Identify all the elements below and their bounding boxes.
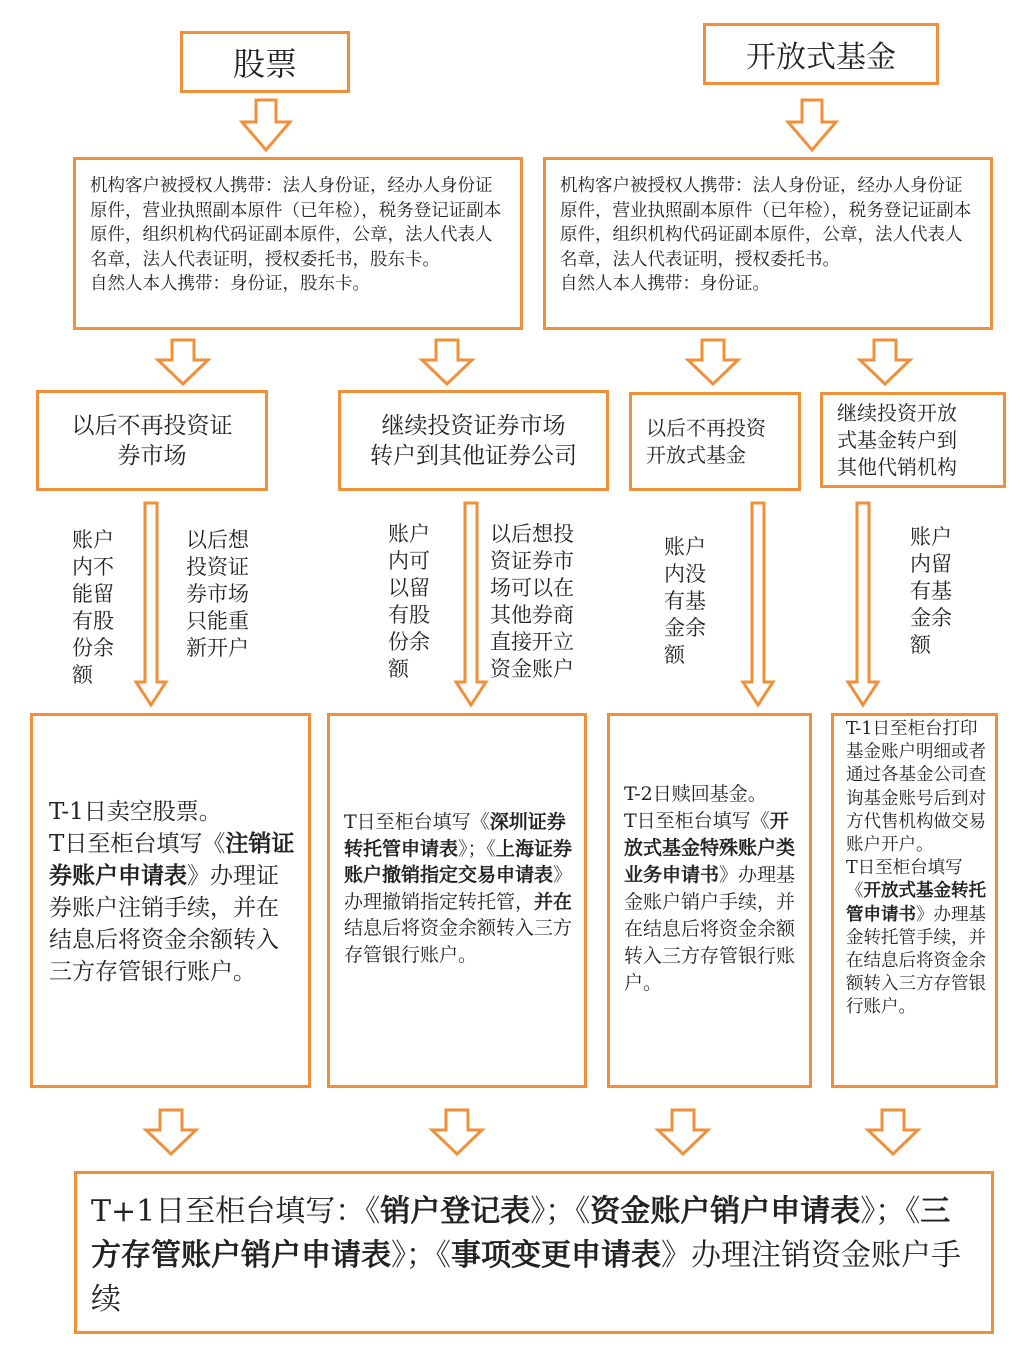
arrow-down bbox=[788, 100, 836, 150]
arrow-down bbox=[432, 1110, 482, 1154]
arrow-down bbox=[242, 100, 290, 150]
form-name: 开放式基金特殊账户类业务申请书 bbox=[624, 810, 796, 886]
stock-header bbox=[180, 31, 350, 93]
stock-title: 股票 bbox=[232, 45, 297, 83]
final-step-box bbox=[74, 1171, 994, 1334]
condition-stock-exit-reopen: 以后想 投资证 券市场 只能重 新开户 bbox=[186, 528, 249, 660]
arrow-down bbox=[158, 340, 208, 384]
form-name: 上海证券账户撤销指定交易申请表 bbox=[344, 837, 573, 886]
procedure-fund-transfer bbox=[831, 713, 998, 1088]
form-name: 三方存管账户销户申请表 bbox=[91, 1194, 951, 1273]
arrow-down bbox=[136, 503, 166, 705]
arrow-down bbox=[860, 340, 910, 384]
option-stock-exit bbox=[36, 390, 268, 491]
form-name: 事项变更申请表 bbox=[451, 1238, 661, 1273]
procedure-stock-exit-text-a: T-1日卖空股票。 T日至柜台填写《 bbox=[49, 799, 226, 857]
condition-stock-exit-balance: 账户 内不 能留 有股 份余 额 bbox=[72, 528, 114, 687]
condition-stock-transfer-balance: 账户 内可 以留 有股 份余 额 bbox=[388, 522, 430, 681]
arrow-down bbox=[688, 340, 738, 384]
final-text-c: 》办理注销资金账户手续 bbox=[91, 1238, 961, 1317]
procedure-fund-transfer-text-c: 》办理基金转托管手续，并在结息后将资金余额转入三方存管银行账户。 bbox=[846, 904, 986, 1018]
arrow-down bbox=[146, 1110, 196, 1154]
procedure-stock-transfer bbox=[327, 713, 587, 1088]
arrow-down bbox=[848, 503, 878, 705]
arrow-down bbox=[422, 340, 472, 384]
option-fund-transfer-label: 继续投资开放 式基金转户到 其他代销机构 bbox=[837, 400, 957, 479]
option-stock-transfer-label: 继续投资证券市场 转户到其他证券公司 bbox=[370, 412, 577, 469]
procedure-stock-transfer-text-m: 》办理撤销指定转托管， bbox=[344, 864, 573, 913]
procedure-stock-exit bbox=[30, 713, 311, 1088]
procedure-stock-transfer-text-c: 结息后将资金余额转入三方存管银行账户。 bbox=[344, 917, 573, 966]
stock-requirements-box: 机构客户被授权人携带：法人身份证，经办人身份证原件，营业执照副本原件（已年检），税务登记证副本原件，组织机构代码证副本原件，公章，法人代表人名章，法人代表证明，授权委托书，股东卡。 自然人本人携带：身份证，股东卡。 bbox=[73, 157, 523, 330]
procedure-stock-exit-text-c: 》办理证券账户注销手续，并在结息后将资金余额转入三方存管银行账户。 bbox=[49, 863, 279, 985]
form-name: 深圳证券转托管申请表 bbox=[344, 811, 566, 860]
separator: 》；《 bbox=[391, 1238, 451, 1273]
procedure-fund-exit-text-c: 》办理基金账户销户手续，并在结息后将资金余额转入三方存管银行账户。 bbox=[624, 864, 796, 994]
separator: 》；《 bbox=[860, 1194, 921, 1229]
form-name: 销户登记表 bbox=[380, 1194, 531, 1229]
option-fund-transfer bbox=[820, 392, 1006, 488]
option-fund-exit bbox=[629, 392, 801, 491]
option-stock-exit-label: 以后不再投资证 券市场 bbox=[71, 412, 233, 469]
condition-fund-transfer-balance: 账户 内留 有基 金余 额 bbox=[910, 525, 952, 657]
form-name: 资金账户销户申请表 bbox=[590, 1194, 861, 1229]
arrow-down bbox=[658, 1110, 708, 1154]
condition-stock-transfer-open: 以后想投 资证券市 场可以在 其他券商 直接开立 资金账户 bbox=[490, 522, 574, 681]
separator: 》；《 bbox=[458, 837, 497, 860]
final-text-a: T+1日至柜台填写：《 bbox=[91, 1194, 381, 1229]
option-stock-transfer bbox=[338, 390, 609, 491]
option-fund-exit-label: 以后不再投资 开放式基金 bbox=[646, 415, 766, 467]
procedure-fund-exit-text-a: T-2日赎回基金。 T日至柜台填写《 bbox=[624, 783, 770, 832]
procedure-fund-exit bbox=[607, 713, 812, 1088]
fund-header bbox=[703, 23, 939, 85]
emphasis: 并在 bbox=[534, 890, 573, 913]
procedure-fund-transfer-text-a: T-1日至柜台打印基金账户明细或者通过各基金公司查询基金账号后到对方代售机构做交易账户开户。 T日至柜台填写《 bbox=[846, 719, 986, 902]
separator: 》；《 bbox=[530, 1194, 591, 1229]
form-name: 开放式基金转托管申请书 bbox=[846, 881, 986, 925]
form-name: 注销证券账户申请表 bbox=[49, 831, 295, 889]
arrow-down bbox=[868, 1110, 918, 1154]
procedure-stock-transfer-text-a: T日至柜台填写《 bbox=[344, 811, 490, 833]
arrow-down bbox=[743, 503, 773, 705]
fund-requirements-box: 机构客户被授权人携带：法人身份证，经办人身份证原件，营业执照副本原件（已年检），税务登记证副本原件，组织机构代码证副本原件，公章，法人代表人名章，法人代表证明，授权委托书。 自然人本人携带：身份证。 bbox=[543, 157, 993, 330]
arrow-down bbox=[456, 503, 486, 705]
condition-fund-exit-balance: 账户 内没 有基 金余 额 bbox=[664, 535, 706, 667]
fund-title: 开放式基金 bbox=[746, 40, 896, 75]
